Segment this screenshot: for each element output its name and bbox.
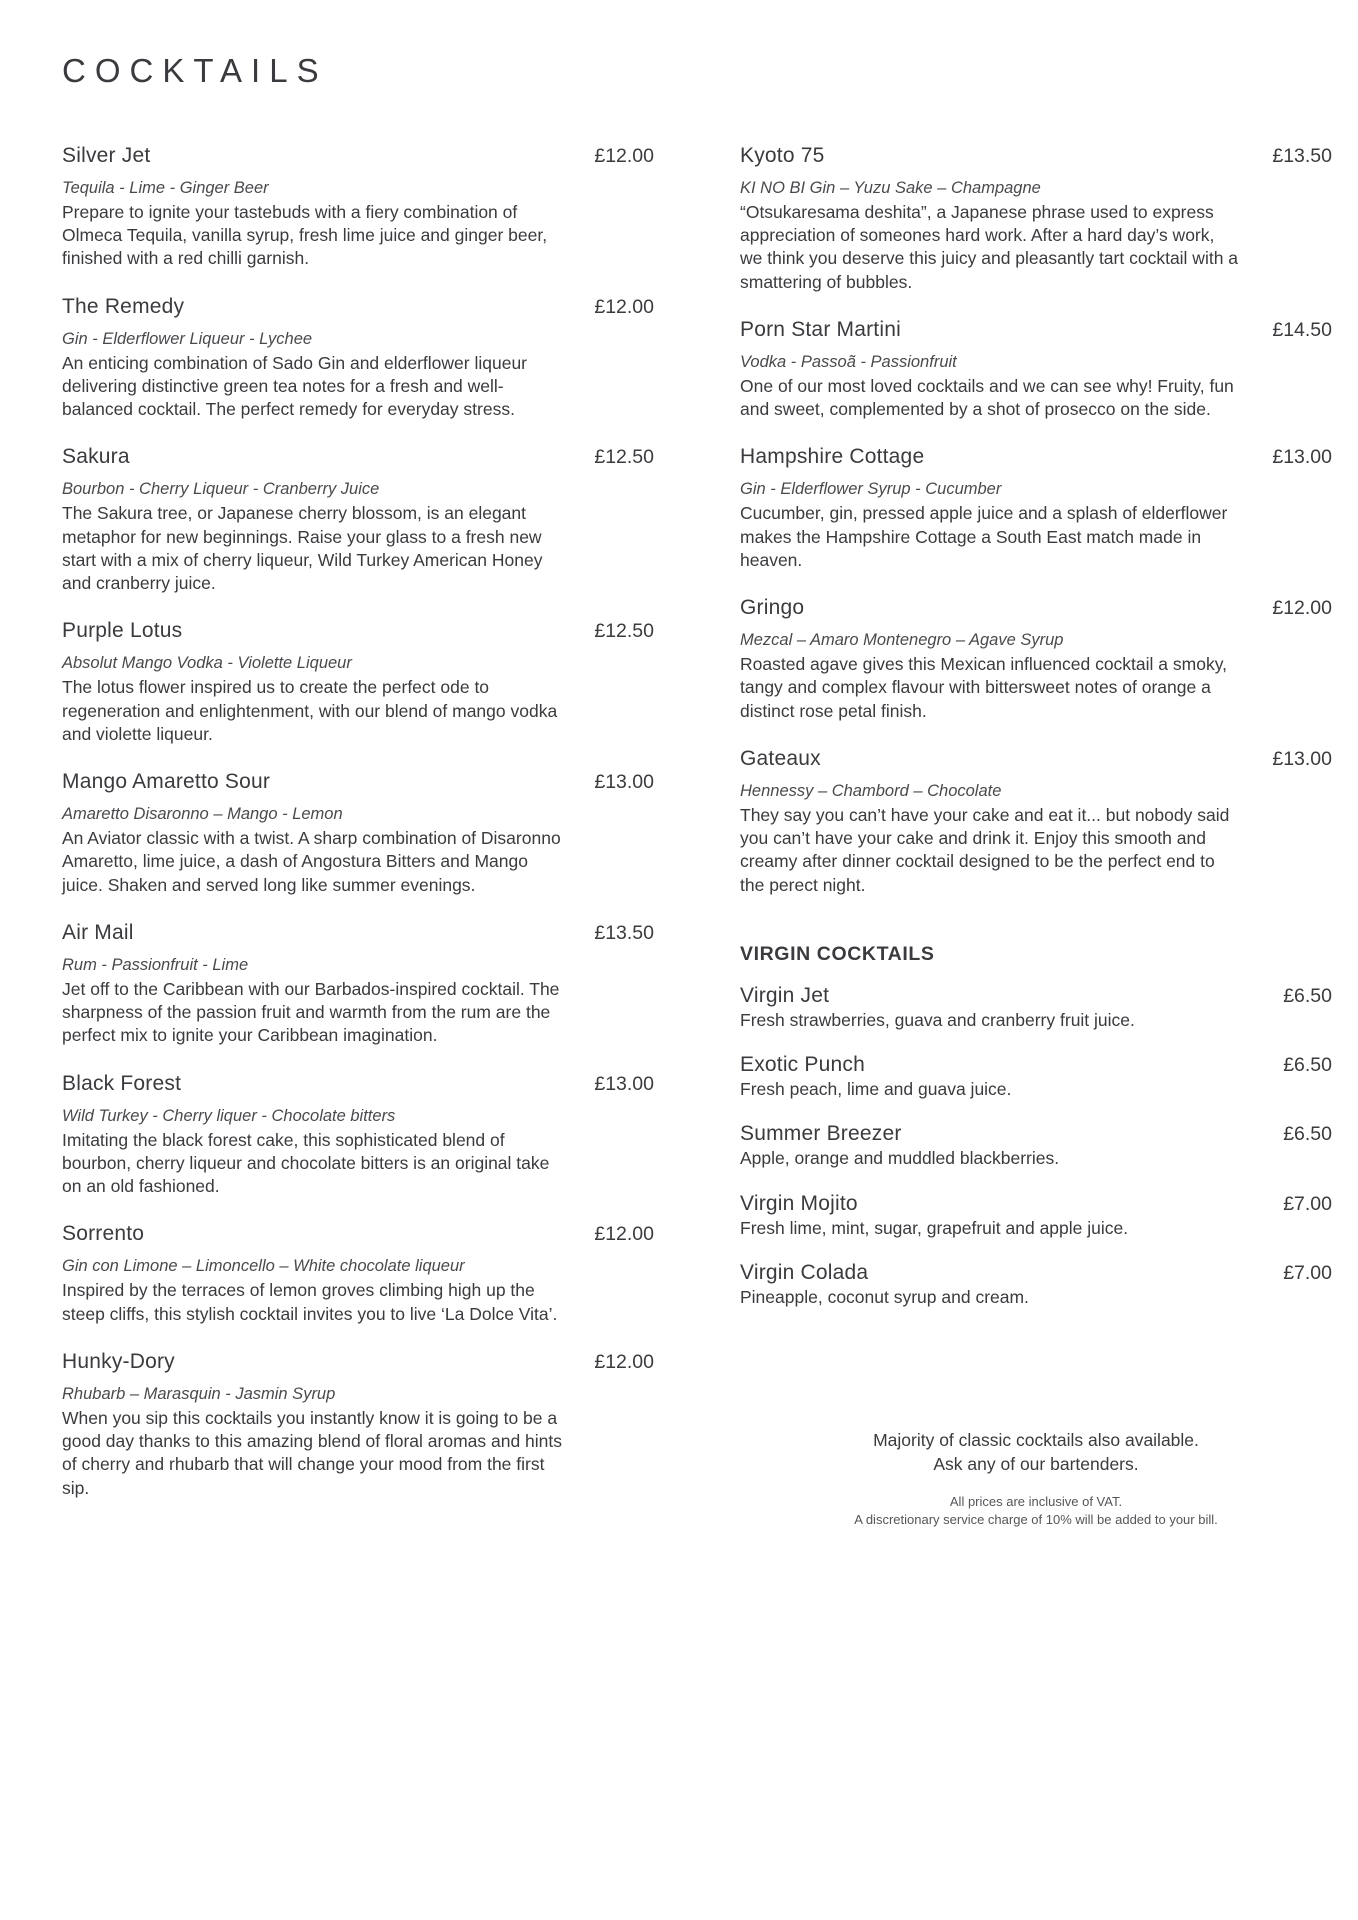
menu-item-ingredients: Gin - Elderflower Liqueur - Lychee xyxy=(62,329,313,348)
menu-item-description: They say you can’t have your cake and eat it... but nobody said you can’t have your cake and drink it. Enjoy this smooth and creamy after dinner cocktail designed to be the perfect end to the perect night. xyxy=(740,804,1230,895)
menu-item-price: £6.50 xyxy=(1283,1054,1332,1077)
menu-item-name: Hampshire Cottage xyxy=(740,445,925,469)
menu-item xyxy=(62,619,654,746)
menu-item-name: Sakura xyxy=(62,445,130,469)
footer-service-charge-note: A discretionary service charge of 10% will be added to your bill. xyxy=(854,1512,1218,1528)
menu-item-description: Inspired by the terraces of lemon groves climbing high up the steep cliffs, this stylish cocktail invites you to live ‘La Dolce Vita’. xyxy=(62,1280,558,1324)
menu-item xyxy=(740,445,1332,572)
menu-item-head xyxy=(62,619,654,643)
menu-item-ingredients: Rum - Passionfruit - Lime xyxy=(62,955,249,974)
menu-item-price: £6.50 xyxy=(1283,1123,1332,1146)
menu-item-description: “Otsukaresama deshita”, a Japanese phrase used to express appreciation of someones hard work. After a hard day’s work, we think you deserve this juicy and pleasantly tart cocktail with a smattering of bubbles. xyxy=(740,201,1239,292)
menu-item-name: Mango Amaretto Sour xyxy=(62,770,271,794)
menu-item xyxy=(740,318,1332,421)
menu-item-head xyxy=(62,295,654,319)
menu-item-head xyxy=(740,1053,1332,1077)
menu-item-ingredients: Absolut Mango Vodka - Violette Liqueur xyxy=(62,654,352,673)
menu-item-head xyxy=(62,144,654,168)
menu-item xyxy=(62,1222,654,1325)
menu-item-name: Kyoto 75 xyxy=(740,144,825,167)
menu-columns xyxy=(62,144,1332,1530)
menu-item-body xyxy=(62,178,654,271)
menu-item-name: Exotic Punch xyxy=(740,1053,865,1077)
menu-item-body xyxy=(62,479,654,595)
menu-item-price: £7.00 xyxy=(1283,1192,1332,1215)
menu-item-description: An enticing combination of Sado Gin and elderflower liqueur delivering distinctive green tea notes for a fresh and well-balanced cocktail. The perfect remedy for everyday stress. xyxy=(62,352,528,420)
menu-item-body xyxy=(740,1078,1332,1101)
menu-item-head xyxy=(740,318,1332,342)
menu-item-head xyxy=(740,984,1332,1008)
menu-item-head xyxy=(62,921,654,945)
menu-item-description: Prepare to ignite your tastebuds with a fiery combination of Olmeca Tequila, vanilla syrup, fresh lime juice and ginger beer, finished with a red chilli garnish. xyxy=(62,201,548,269)
menu-item-head xyxy=(62,445,654,469)
menu-item-body xyxy=(62,653,654,746)
menu-item-description: Pineapple, coconut syrup and cream. xyxy=(740,1287,1029,1307)
menu-item-body xyxy=(740,479,1332,572)
menu-item-name: Hunky-Dory xyxy=(62,1349,175,1373)
menu-item-name: Porn Star Martini xyxy=(740,318,901,341)
menu-item-price: £12.00 xyxy=(594,1350,654,1373)
menu-item-price: £12.00 xyxy=(594,1223,654,1246)
menu-item-ingredients: Gin - Elderflower Syrup - Cucumber xyxy=(740,480,1002,499)
menu-item-body xyxy=(740,630,1332,723)
menu-item-body xyxy=(62,1384,654,1500)
menu-item-price: £7.00 xyxy=(1283,1262,1332,1284)
menu-item-description: The lotus flower inspired us to create the perfect ode to regeneration and enlightenment, with our blend of mango vodka and violette liqueur. xyxy=(62,677,558,744)
menu-item-name: Sorrento xyxy=(62,1222,145,1246)
menu-item-head xyxy=(740,596,1332,620)
virgin-menu-item xyxy=(740,1261,1332,1309)
menu-item-price: £13.00 xyxy=(1272,446,1332,469)
menu-item-body xyxy=(740,178,1332,294)
menu-item-name: Virgin Colada xyxy=(740,1261,869,1284)
virgin-cocktails-heading: VIRGIN COCKTAILS xyxy=(740,942,935,965)
menu-item-price: £13.00 xyxy=(594,1072,654,1095)
menu-item-body xyxy=(62,329,654,422)
menu-item-body xyxy=(740,1286,1332,1309)
menu-item-ingredients: Wild Turkey - Cherry liquer - Chocolate bitters xyxy=(62,1106,396,1125)
menu-item-head xyxy=(740,445,1332,469)
menu-item-ingredients: Mezcal – Amaro Montenegro – Agave Syrup xyxy=(740,631,1064,650)
menu-item-body xyxy=(740,781,1332,897)
menu-item-name: Gringo xyxy=(740,596,805,620)
menu-item-description: An Aviator classic with a twist. A sharp combination of Disaronno Amaretto, lime juice, a dash of Angostura Bitters and Mango juice. Shaken and served long like summer evenings. xyxy=(62,828,561,895)
menu-item-description: Roasted agave gives this Mexican influenced cocktail a smoky, tangy and complex flavour with bittersweet notes of orange a distinct rose petal finish. xyxy=(740,654,1228,721)
virgin-menu-item xyxy=(740,1122,1332,1170)
virgin-menu-item xyxy=(740,1053,1332,1101)
menu-item xyxy=(62,144,654,271)
menu-item-name: Virgin Mojito xyxy=(740,1191,858,1215)
menu-item xyxy=(740,596,1332,723)
menu-item-name: Air Mail xyxy=(62,920,134,944)
menu-item-name: Silver Jet xyxy=(62,144,151,167)
menu-item-body xyxy=(62,1256,654,1325)
menu-item-description: Fresh strawberries, guava and cranberry fruit juice. xyxy=(740,1009,1135,1030)
footer-line-2: Ask any of our bartenders. xyxy=(933,1453,1139,1474)
menu-item-description: When you sip this cocktails you instantly know it is going to be a good day thanks to this amazing blend of floral aromas and hints of cherry and rhubarb that will change your mood from the first sip. xyxy=(62,1407,563,1498)
menu-item-ingredients: Vodka - Passoã - Passionfruit xyxy=(740,353,957,371)
menu-item-head xyxy=(740,1261,1332,1285)
page-title: COCKTAILS xyxy=(62,52,328,89)
footer-note xyxy=(740,1429,1332,1530)
menu-item-price: £12.00 xyxy=(594,295,654,318)
menu-item-description: Fresh peach, lime and guava juice. xyxy=(740,1079,1012,1100)
left-column xyxy=(62,144,654,1524)
footer-fine-print xyxy=(740,1493,1332,1531)
menu-item-price: £12.50 xyxy=(594,620,654,643)
menu-item-price: £13.00 xyxy=(594,771,654,794)
menu-item xyxy=(740,747,1332,897)
menu-item-body xyxy=(740,1009,1332,1032)
menu-item xyxy=(62,445,654,595)
menu-item-price: £13.50 xyxy=(594,921,654,944)
menu-item-ingredients: Rhubarb – Marasquin - Jasmin Syrup xyxy=(62,1384,336,1403)
menu-item-ingredients: Gin con Limone – Limoncello – White chocolate liqueur xyxy=(62,1257,465,1276)
menu-item-name: Summer Breezer xyxy=(740,1122,902,1146)
menu-item-ingredients: Tequila - Lime - Ginger Beer xyxy=(62,179,269,197)
menu-item xyxy=(62,1350,654,1500)
menu-item-body xyxy=(740,352,1332,421)
menu-item-body xyxy=(62,804,654,897)
menu-item-price: £12.50 xyxy=(594,446,654,469)
menu-item-name: Purple Lotus xyxy=(62,619,183,643)
menu-item-head xyxy=(62,1072,654,1096)
menu-item-head xyxy=(740,747,1332,771)
menu-item-ingredients: Amaretto Disaronno – Mango - Lemon xyxy=(62,805,343,824)
menu-item-body xyxy=(740,1147,1332,1170)
menu-item-description: One of our most loved cocktails and we can see why! Fruity, fun and sweet, complemented by a shot of prosecco on the side. xyxy=(740,375,1234,420)
menu-item-name: Black Forest xyxy=(62,1071,182,1095)
menu-item-name: Virgin Jet xyxy=(740,983,830,1007)
menu-item-ingredients: KI NO BI Gin – Yuzu Sake – Champagne xyxy=(740,179,1041,197)
virgin-menu-item xyxy=(740,984,1332,1032)
virgin-menu-item xyxy=(740,1192,1332,1240)
menu-item-head xyxy=(62,770,654,794)
menu-item xyxy=(62,921,654,1048)
menu-item-head xyxy=(740,144,1332,168)
menu-item-head xyxy=(62,1350,654,1374)
menu-item-price: £12.00 xyxy=(594,145,654,167)
menu-item xyxy=(62,1072,654,1199)
menu-item-price: £12.00 xyxy=(1272,597,1332,620)
menu-item-ingredients: Bourbon - Cherry Liqueur - Cranberry Juice xyxy=(62,480,380,499)
right-column xyxy=(740,144,1332,1530)
menu-item-ingredients: Hennessy – Chambord – Chocolate xyxy=(740,781,1002,800)
menu-item xyxy=(740,144,1332,294)
menu-item-price: £13.50 xyxy=(1272,145,1332,167)
menu-item-description: Fresh lime, mint, sugar, grapefruit and apple juice. xyxy=(740,1217,1129,1238)
menu-item-description: Jet off to the Caribbean with our Barbados-inspired cocktail. The sharpness of the passion fruit and warmth from the rum are the perfect mix to ignite your Caribbean imagination. xyxy=(62,978,560,1046)
menu-item-name: The Remedy xyxy=(62,294,185,318)
menu-item-head xyxy=(740,1122,1332,1146)
menu-item-description: Cucumber, gin, pressed apple juice and a splash of elderflower makes the Hampshire Cottage a South East match made in heaven. xyxy=(740,503,1228,570)
menu-item-price: £6.50 xyxy=(1283,984,1332,1007)
menu-item xyxy=(62,295,654,422)
menu-item-description: Apple, orange and muddled blackberries. xyxy=(740,1148,1060,1169)
footer-line-1: Majority of classic cocktails also available. xyxy=(873,1430,1199,1451)
menu-item-head xyxy=(740,1192,1332,1216)
footer-vat-note: All prices are inclusive of VAT. xyxy=(949,1493,1123,1509)
menu-item-price: £13.00 xyxy=(1272,747,1332,770)
menu-item-head xyxy=(62,1222,654,1246)
menu-item-body xyxy=(62,1106,654,1199)
menu-item-description: Imitating the black forest cake, this sophisticated blend of bourbon, cherry liqueur and chocolate bitters is an original take on an old fashioned. xyxy=(62,1129,550,1197)
menu-item-description: The Sakura tree, or Japanese cherry blossom, is an elegant metaphor for new beginnings. Raise your glass to a fresh new start with a mix of cherry liqueur, Wild Turkey American Honey and cranberry juice. xyxy=(62,503,543,594)
menu-item-body xyxy=(740,1217,1332,1240)
menu-item-price: £14.50 xyxy=(1272,319,1332,341)
menu-item-name: Gateaux xyxy=(740,746,821,770)
menu-item xyxy=(62,770,654,897)
menu-item-body xyxy=(62,955,654,1048)
